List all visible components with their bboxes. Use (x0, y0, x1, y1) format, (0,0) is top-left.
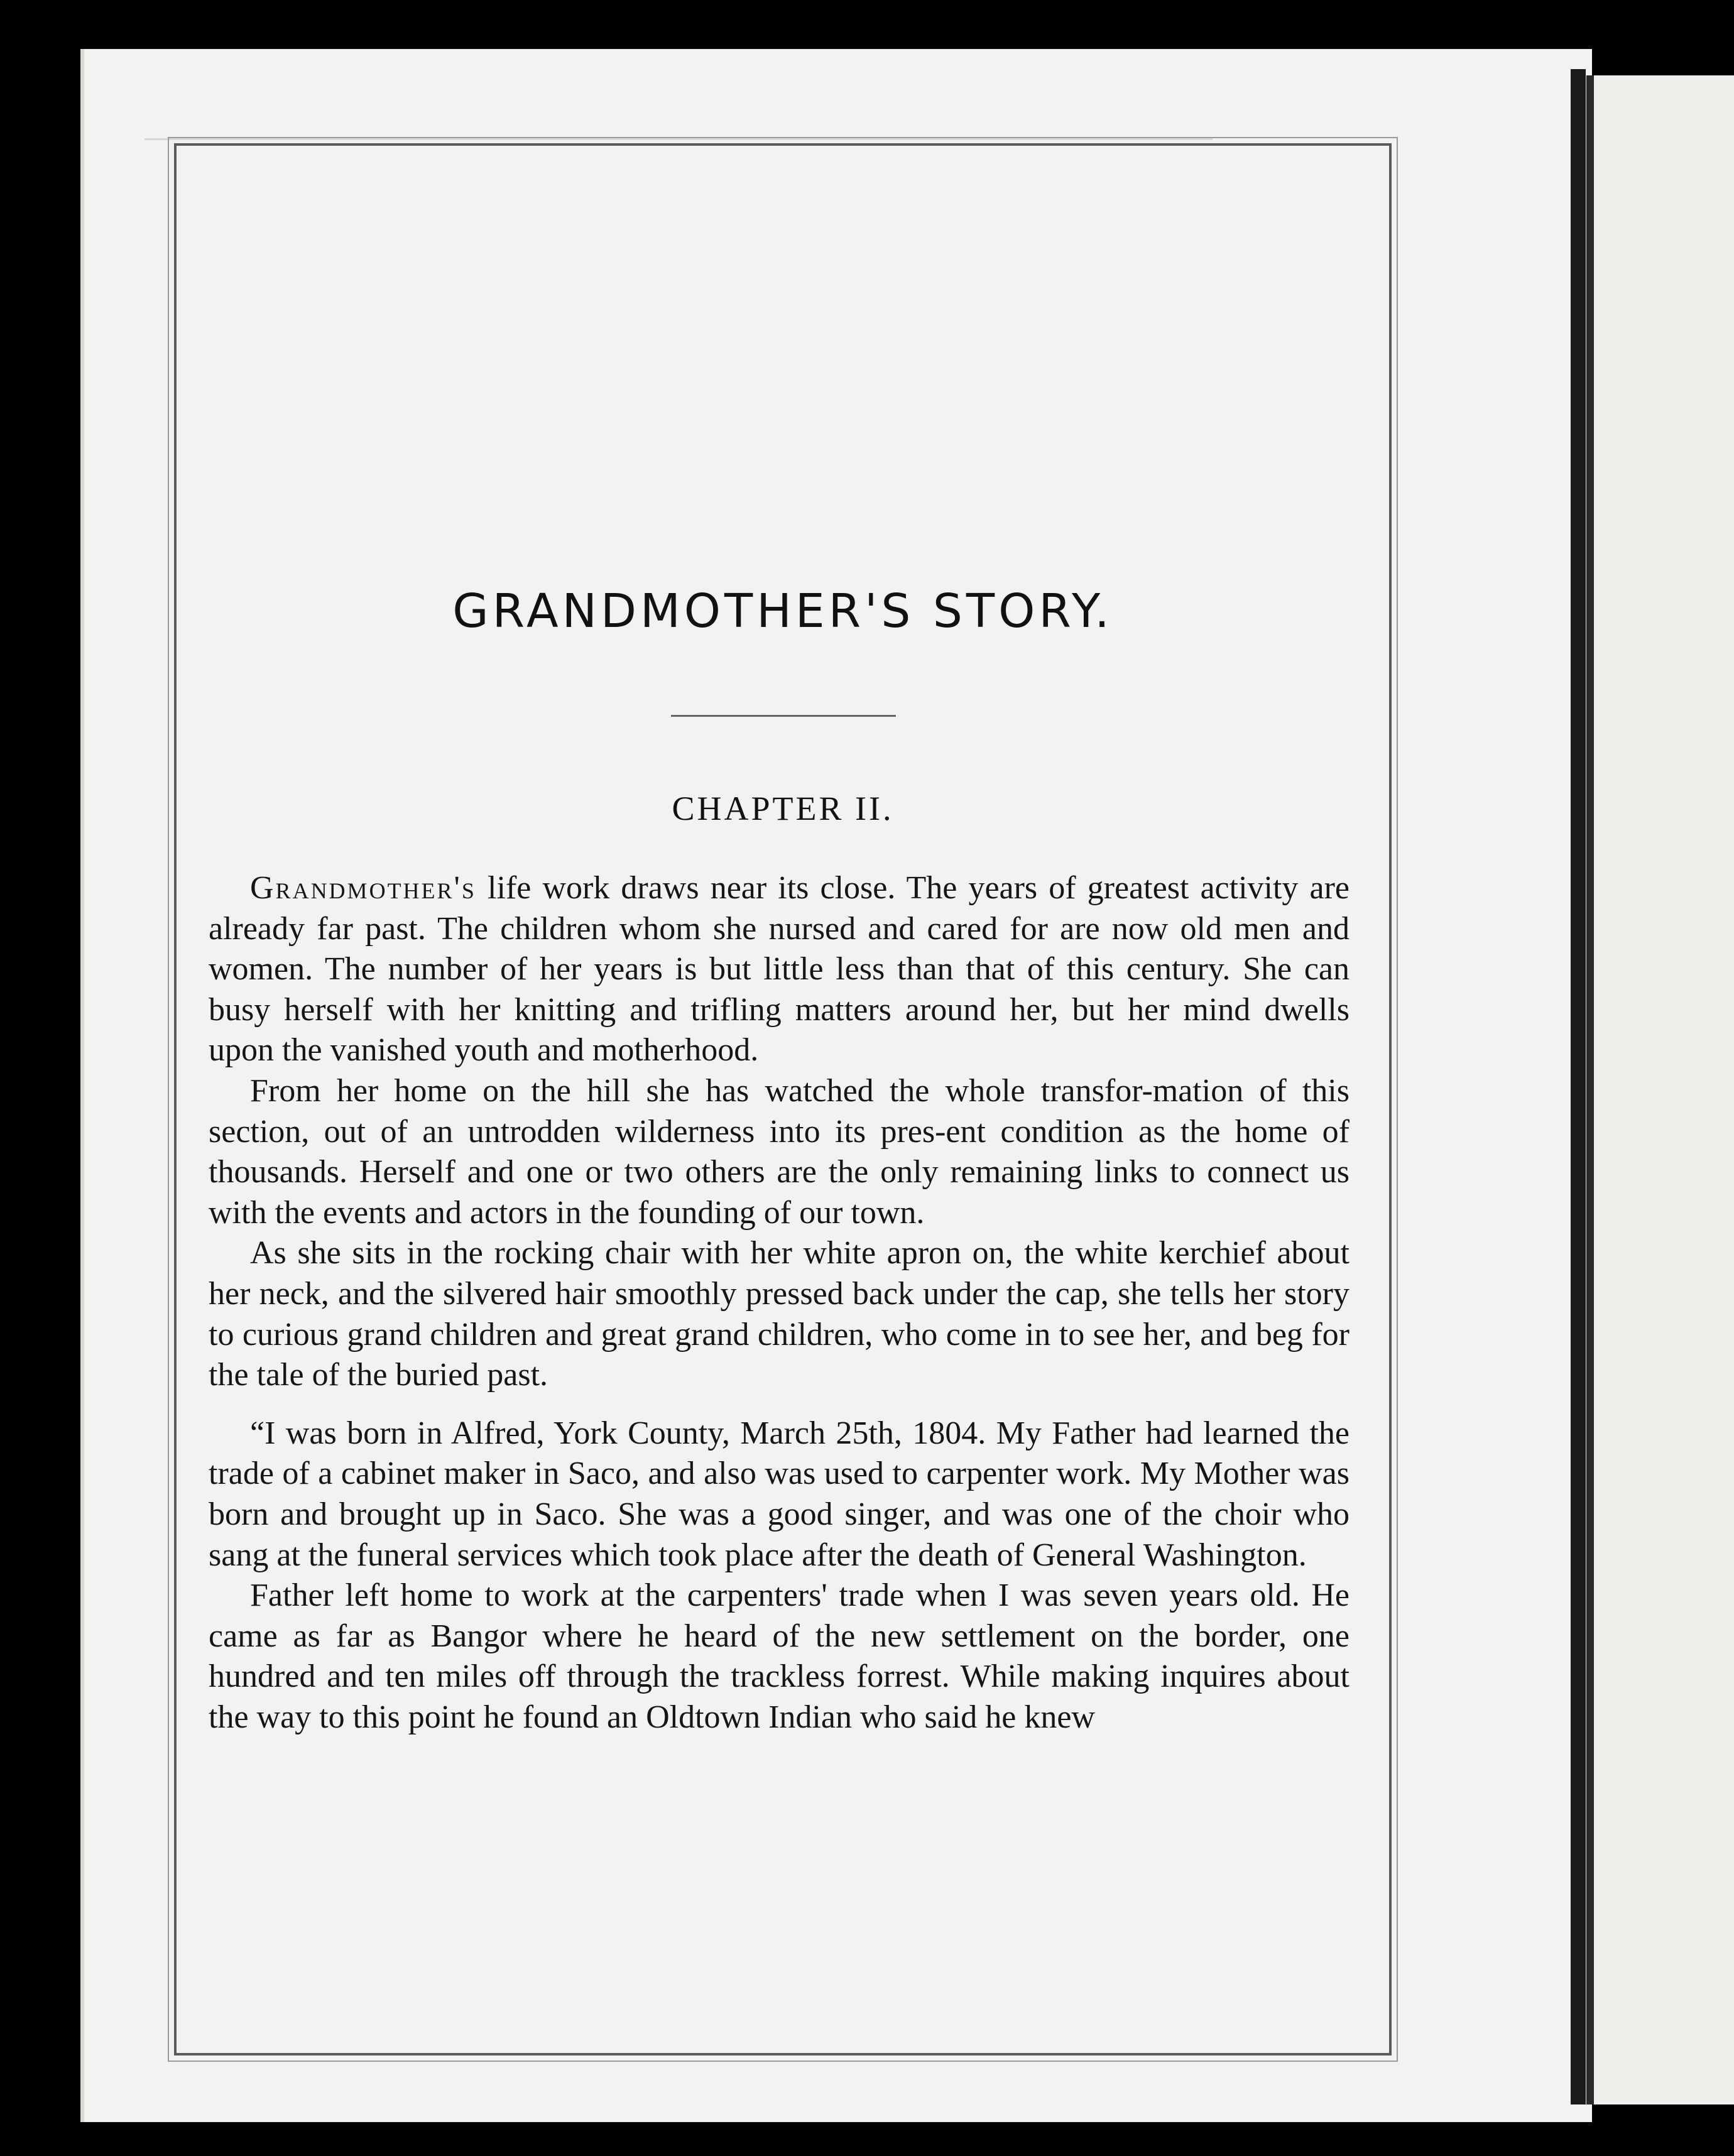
paragraph-text: “I was born in Alfred, York County, March 25th, 1804. My Father had learned the trade of a cabinet maker in Saco, and also was used to carpenter work. My Mother was born and brought up in Saco. She was a good singer, and was one of the choir who sang at the funeral services which took place after the death of General Washington. (209, 1415, 1350, 1573)
paragraph-1 (209, 868, 1350, 1071)
paragraph-text: As she sits in the rocking chair with her white apron on, the white kerchief about her neck, and the silvered hair smoothly pressed back under the cap, she tells her story to curious grand children and great grand children, who come in to see her, and beg for the tale of the buried past. (209, 1235, 1350, 1393)
paragraph-3 (209, 1233, 1350, 1395)
paragraph-text: life work draws near its close. The years of greatest activity are already far past. The children whom she nursed and cared for are now old men and women. The number of her years is but little less than that of this century. She can busy herself with her knitting and trifling matters around her, but her mind dwells upon the vanished youth and motherhood. (209, 870, 1350, 1069)
title-rule (671, 715, 896, 717)
page-title: GRANDMOTHER'S STORY. (452, 584, 1113, 638)
paragraph-4 (209, 1413, 1350, 1576)
scan-top-edge (880, 0, 1571, 44)
paragraph-text: Father left home to work at the carpenters' trade when I was seven years old. He came as far as Bangor where he heard of the new settlement on the border, one hundred and ten miles off through the trackless forrest. While making inquires about the way to this point he found an Oldtown Indian who said he knew (209, 1577, 1350, 1735)
paragraph-lead-word: Grandmother's (250, 870, 476, 906)
paragraph-5 (209, 1576, 1350, 1738)
bleed-through-line (144, 138, 1213, 140)
adjacent-page-edge (1586, 75, 1594, 2104)
adjacent-page (1586, 75, 1734, 2104)
story-text (209, 868, 1350, 1738)
page-gutter-shadow (1571, 69, 1586, 2104)
paragraph-text: From her home on the hill she has watched the whole transfor-mation of this section, out of an untrodden wilderness into its pres-ent condition as the home of thousands. Herself and one or two others are the only remaining links to connect us with the events and actors in the founding of our town. (209, 1072, 1350, 1231)
chapter-heading: CHAPTER II. (672, 790, 894, 827)
paragraph-2 (209, 1071, 1350, 1233)
